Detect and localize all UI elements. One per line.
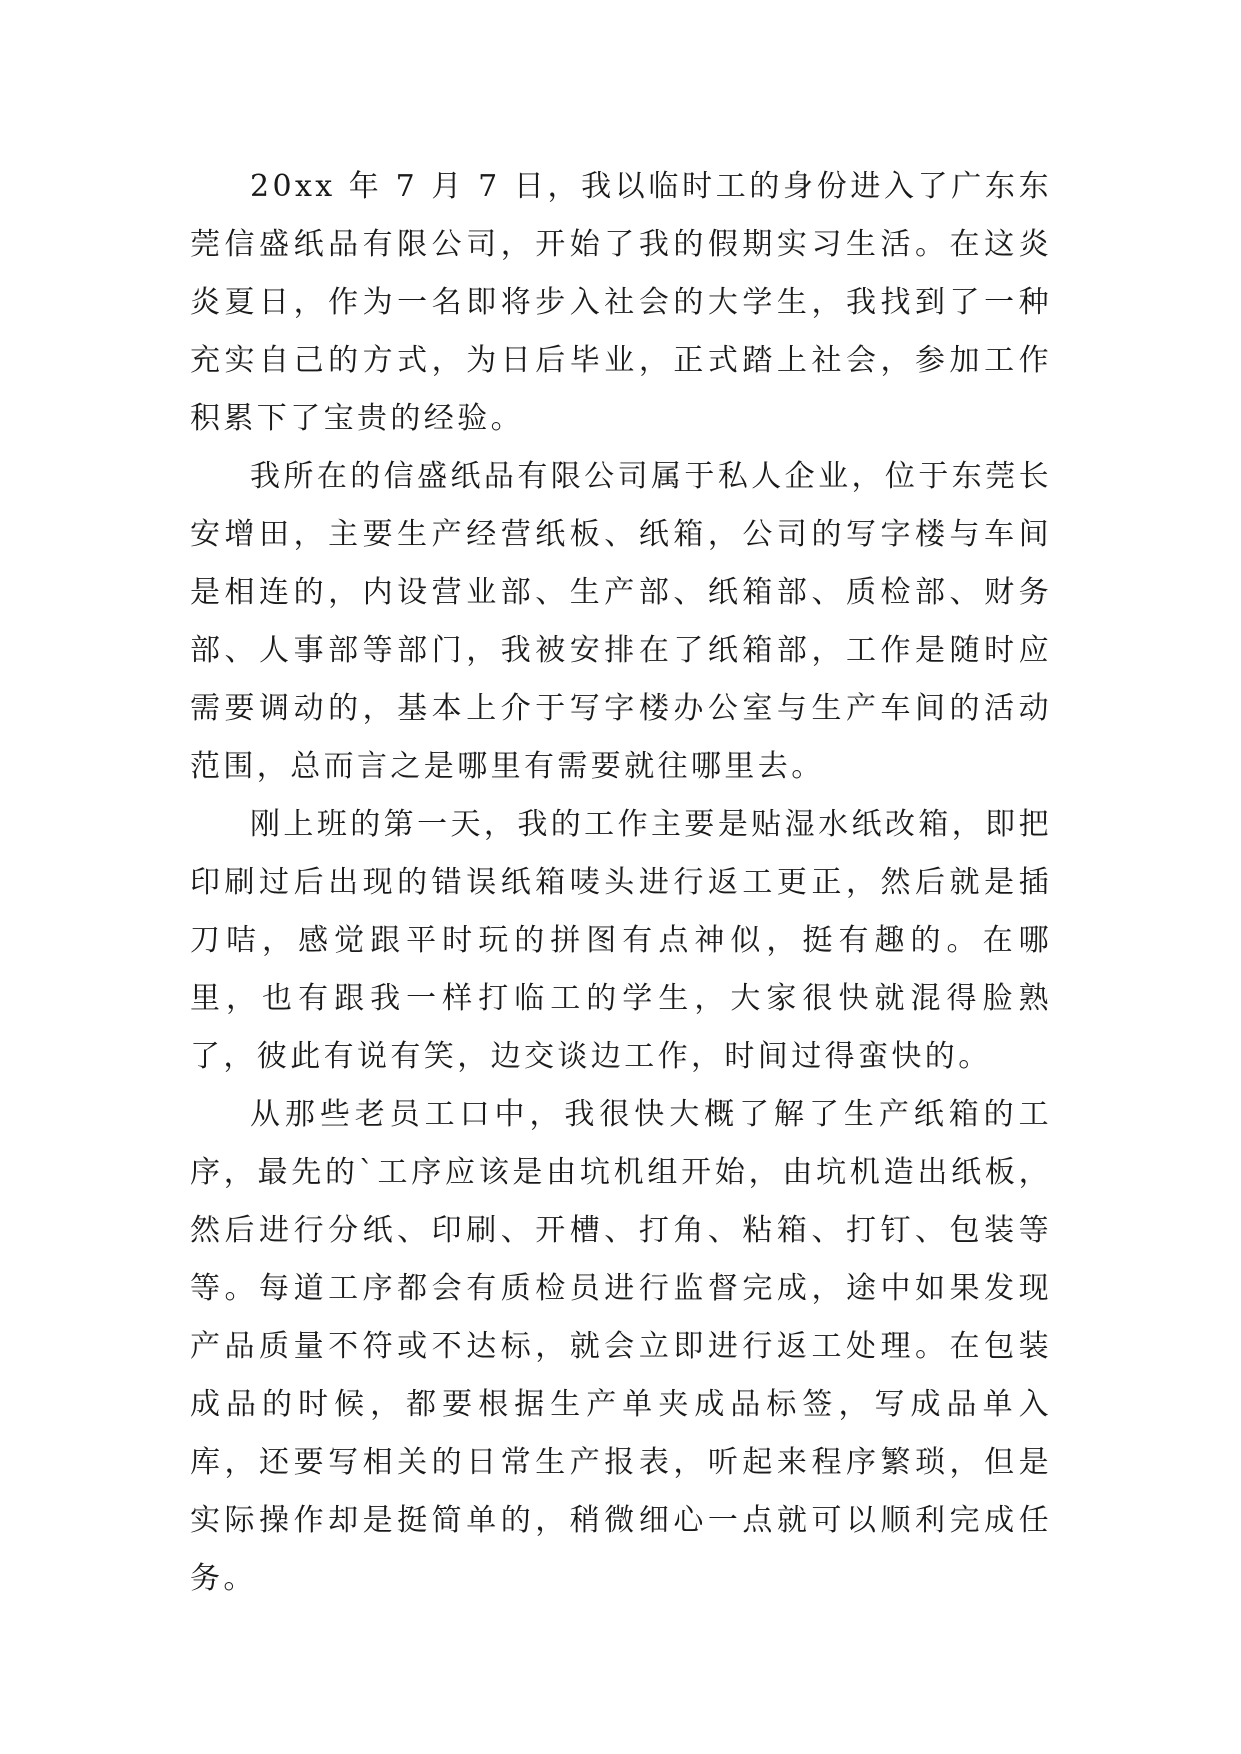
paragraph-company-intro: 我所在的信盛纸品有限公司属于私人企业，位于东莞长安增田，主要生产经营纸板、纸箱，公司的写字楼与车间是相连的，内设营业部、生产部、纸箱部、质检部、财务部、人事部等部门，我被安排在了纸箱部，工作是随时应需要调动的，基本上介于写字楼办公室与生产车间的活动范围，总而言之是哪里有需要就往哪里去。 (190, 459, 1052, 784)
paragraph-first-day: 刚上班的第一天，我的工作主要是贴湿水纸改箱，即把印刷过后出现的错误纸箱唛头进行返工更正，然后就是插刀咭，感觉跟平时玩的拼图有点神似，挺有趣的。在哪里，也有跟我一样打临工的学生，大家很快就混得脸熟了，彼此有说有笑，边交谈边工作，时间过得蛮快的。 (190, 807, 1052, 1074)
document-body (190, 158, 1052, 1608)
paragraph-start-date: 20xx 年 7 月 7 日，我以临时工的身份进入了广东东莞信盛纸品有限公司，开始了我的假期实习生活。在这炎炎夏日，作为一名即将步入社会的大学生，我找到了一种充实自己的方式，为日后毕业，正式踏上社会，参加工作积累下了宝贵的经验。 (190, 169, 1052, 436)
paragraph-production-process: 从那些老员工口中，我很快大概了解了生产纸箱的工序，最先的`工序应该是由坑机组开始，由坑机造出纸板，然后进行分纸、印刷、开槽、打角、粘箱、打钉、包装等等。每道工序都会有质检员进行监督完成，途中如果发现产品质量不符或不达标，就会立即进行返工处理。在包装成品的时候，都要根据生产单夹成品标签，写成品单入库，还要写相关的日常生产报表，听起来程序繁琐，但是实际操作却是挺简单的，稍微细心一点就可以顺利完成任务。 (190, 1097, 1052, 1596)
